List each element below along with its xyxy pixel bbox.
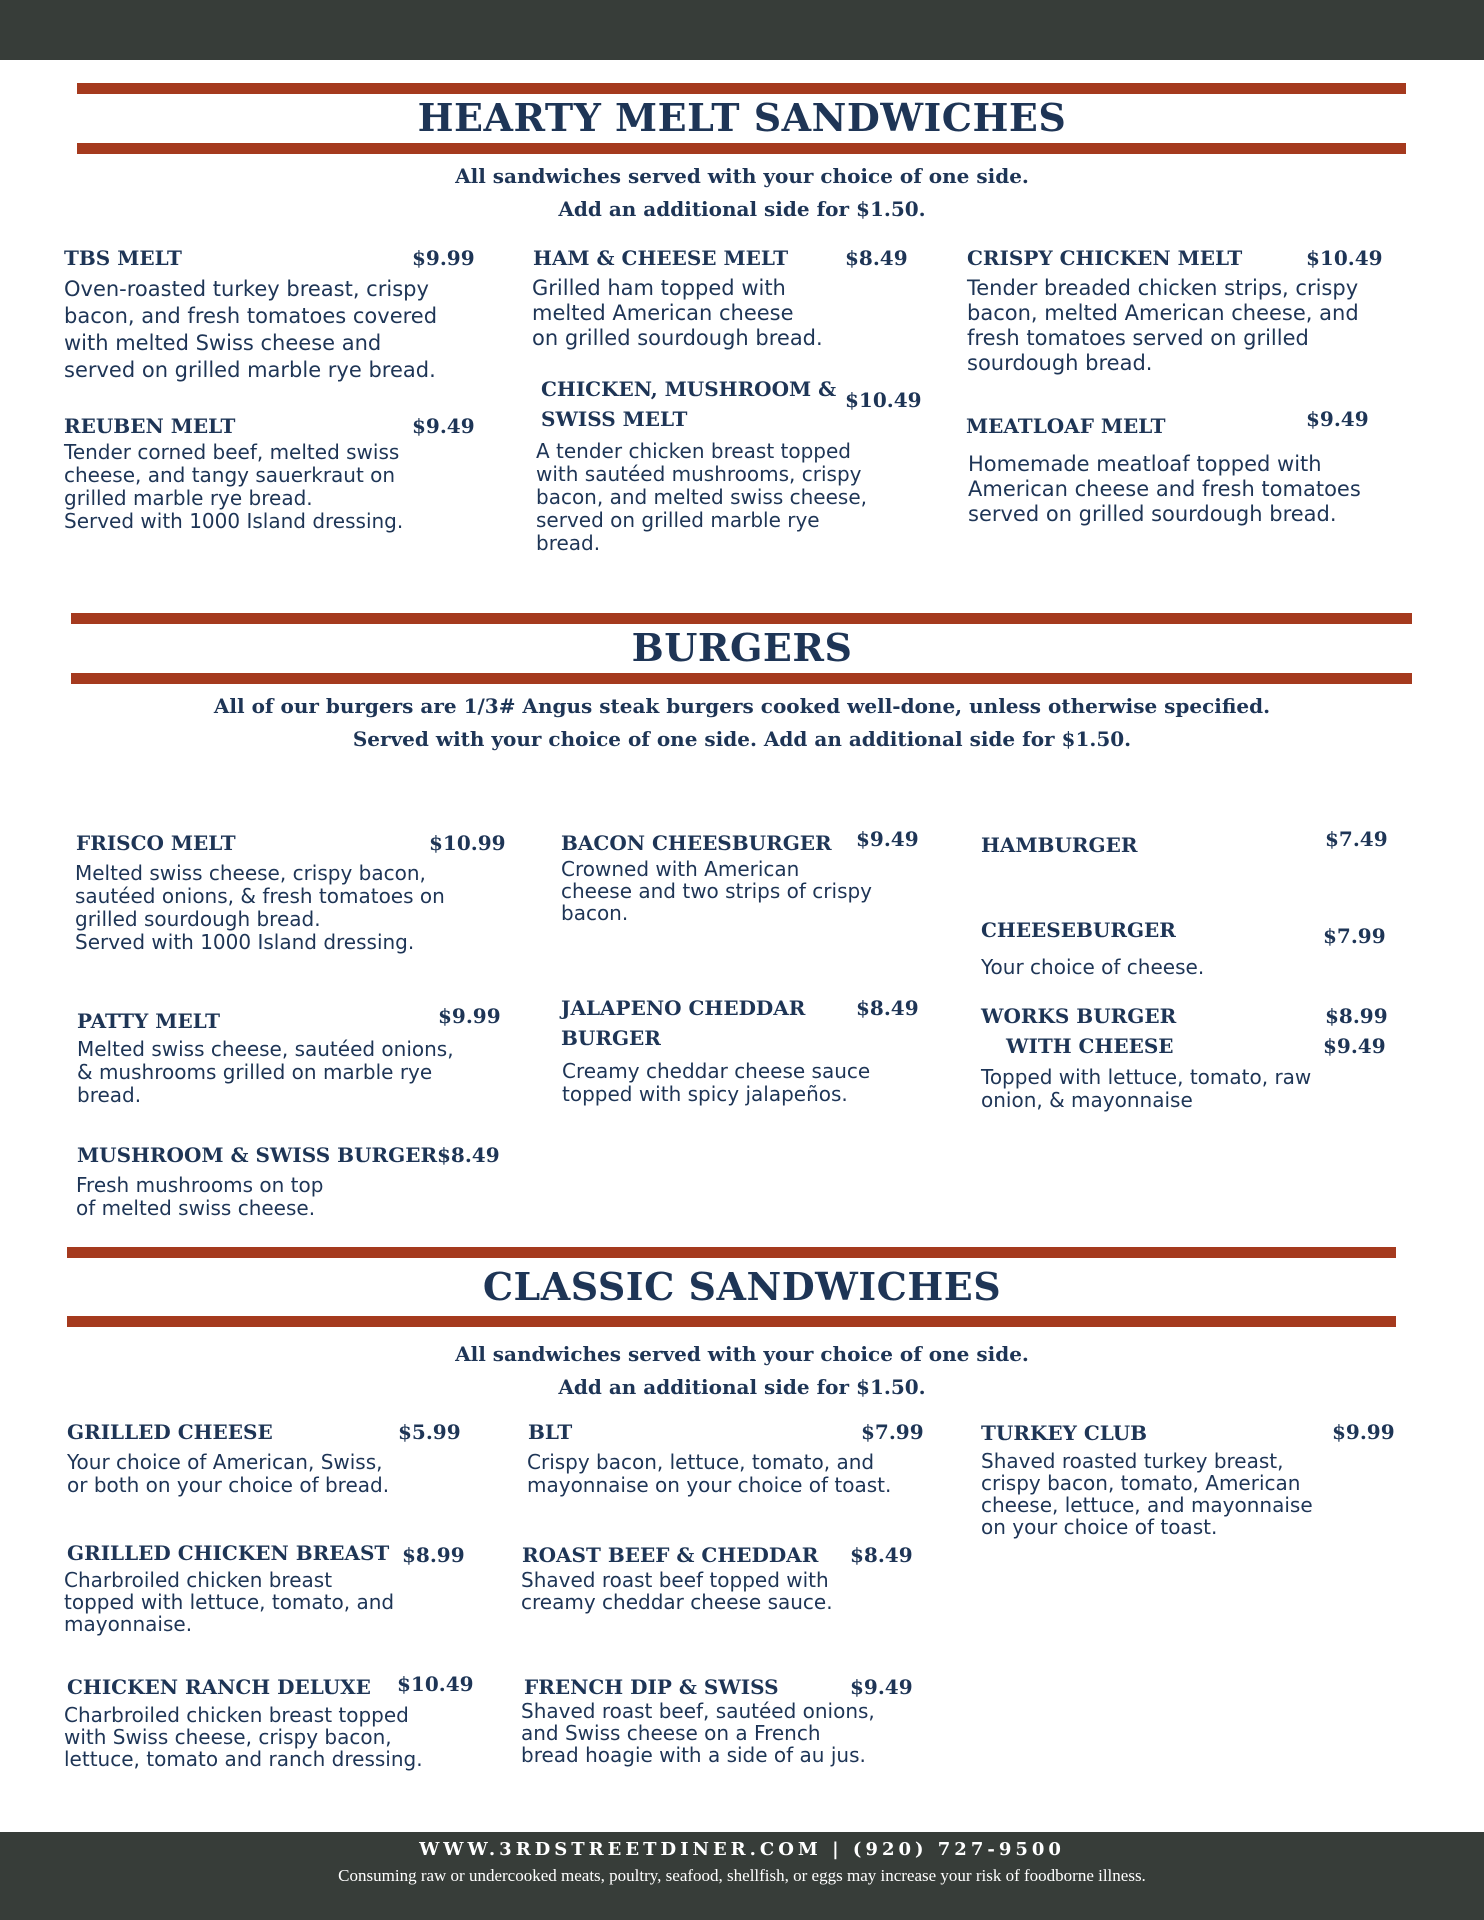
menu-item-price: $10.49	[1306, 246, 1383, 270]
menu-item-price: $7.99	[861, 1420, 924, 1444]
menu-item-name: HAMBURGER	[981, 833, 1138, 857]
menu-item-price: $7.99	[1323, 924, 1386, 948]
menu-item-description: Crispy bacon, lettuce, tomato, and mayonnaise on your choice of toast.	[527, 1450, 892, 1497]
section-title-hearty: HEARTY MELT SANDWICHES	[417, 95, 1067, 140]
menu-item-description: Homemade meatloaf topped with American cheese and fresh tomatoes served on grilled sourdough bread.	[968, 452, 1361, 526]
menu-item-price: $10.99	[429, 831, 506, 855]
menu-item-price: $8.49	[437, 1143, 500, 1167]
menu-item-description: Melted swiss cheese, sautéed onions, & mushrooms grilled on marble rye bread.	[77, 1037, 454, 1107]
menu-item-price: $9.49	[412, 414, 475, 438]
menu-item-name: GRILLED CHICKEN BREAST	[67, 1541, 390, 1565]
menu-item-description: Charbroiled chicken breast topped with Swiss cheese, crispy bacon, lettuce, tomato and ranch dressing.	[64, 1703, 423, 1771]
section-rule-bottom	[71, 673, 1412, 684]
menu-item-name: MEATLOAF MELT	[966, 414, 1166, 438]
menu-item-name: FRISCO MELT	[76, 831, 236, 855]
menu-item-name: MUSHROOM & SWISS BURGER	[77, 1143, 438, 1167]
menu-item-name: TURKEY CLUB	[981, 1421, 1148, 1445]
menu-item-price: $9.49	[1306, 407, 1369, 431]
footer-disclaimer: Consuming raw or undercooked meats, poultry, seafood, shellfish, or eggs may increase your risk of foodborne illness.	[338, 1866, 1146, 1885]
menu-item-price: $9.99	[1332, 1420, 1395, 1444]
top-bar	[0, 0, 1484, 60]
menu-item-description: Grilled ham topped with melted American cheese on grilled sourdough bread.	[532, 276, 823, 350]
menu-item-price: $9.99	[438, 1004, 501, 1028]
menu-item-price: $9.49	[850, 1675, 913, 1699]
menu-item-description: Tender corned beef, melted swiss cheese, and tangy sauerkraut on grilled marble rye bread. Served with 1000 Island dressing.	[64, 440, 404, 533]
menu-item-price: $8.99	[1325, 1004, 1388, 1028]
section-title-classic: CLASSIC SANDWICHES	[482, 1264, 1002, 1309]
menu-item-description: Your choice of American, Swiss, or both on your choice of bread.	[67, 1450, 390, 1497]
menu-item-description: Melted swiss cheese, crispy bacon, sautéed onions, & fresh tomatoes on grilled sourdough bread. Served with 1000 Island dressing.	[75, 861, 445, 954]
menu-item-price: $5.99	[398, 1420, 461, 1444]
menu-item-description: A tender chicken breast topped with sautéed mushrooms, crispy bacon, and melted swiss cheese, served on grilled marble rye bread.	[536, 439, 867, 555]
menu-item-price: $9.49	[856, 827, 919, 851]
menu-item-price: $8.49	[845, 246, 908, 270]
menu-item-name: FRENCH DIP & SWISS	[524, 1675, 779, 1699]
menu-item-price: $8.99	[402, 1543, 465, 1567]
menu-item-name: CHICKEN RANCH DELUXE	[67, 1675, 371, 1699]
menu-item-name: GRILLED CHEESE	[67, 1420, 273, 1444]
menu-item-price: $8.49	[856, 996, 919, 1020]
menu-item-name: ROAST BEEF & CHEDDAR	[522, 1543, 819, 1567]
menu-item-description: Fresh mushrooms on top of melted swiss cheese.	[76, 1173, 324, 1220]
menu-item-description: Creamy cheddar cheese sauce topped with spicy jalapeños.	[562, 1059, 871, 1106]
menu-item-description: Oven-roasted turkey breast, crispy bacon, and fresh tomatoes covered with melted Swiss cheese and served on grilled marble rye bread.	[64, 277, 438, 382]
menu-item-description: Shaved roasted turkey breast, crispy bacon, tomato, American cheese, lettuce, and mayonnaise on your choice of toast.	[981, 1449, 1313, 1539]
menu-item-description: Crowned with American cheese and two strips of crispy bacon.	[561, 857, 873, 925]
section-rule-bottom	[67, 1316, 1396, 1327]
menu-item-description: Shaved roast beef, sautéed onions, and Swiss cheese on a French bread hoagie with a side of au jus.	[521, 1699, 875, 1767]
menu-item-price: $10.49	[397, 1672, 474, 1696]
menu-item-description: Shaved roast beef topped with creamy cheddar cheese sauce.	[521, 1568, 833, 1614]
menu-item-description: Tender breaded chicken strips, crispy bacon, melted American cheese, and fresh tomatoes served on grilled sourdough bread.	[967, 276, 1359, 375]
menu-item-name: CRISPY CHICKEN MELT	[967, 246, 1243, 270]
menu-item-price: $9.99	[412, 246, 475, 270]
section-note-hearty: All sandwiches served with your choice of one side. Add an additional side for $1.50.	[455, 164, 1029, 221]
section-rule-bottom	[77, 143, 1406, 154]
section-rule-top	[71, 613, 1412, 624]
menu-item-name: JALAPENO CHEDDAR BURGER	[561, 996, 806, 1050]
menu-item-subprice: $9.49	[1323, 1034, 1386, 1058]
menu-item-description: Charbroiled chicken breast topped with lettuce, tomato, and mayonnaise.	[64, 1568, 395, 1636]
menu-item-name: CHICKEN, MUSHROOM & SWISS MELT	[541, 377, 837, 431]
menu-item-description: Your choice of cheese.	[981, 955, 1205, 979]
menu-item-name: PATTY MELT	[77, 1009, 220, 1033]
section-title-burgers: BURGERS	[631, 625, 853, 670]
menu-item-name: TBS MELT	[64, 246, 182, 270]
section-note-classic: All sandwiches served with your choice of one side. Add an additional side for $1.50.	[455, 1342, 1029, 1399]
menu-item-subname: WITH CHEESE	[1006, 1034, 1174, 1058]
footer-contact[interactable]: WWW.3RDSTREETDINER.COM | (920) 727-9500	[419, 1839, 1065, 1860]
menu-item-price: $7.49	[1325, 827, 1388, 851]
section-rule-top	[67, 1247, 1396, 1258]
menu-item-name: WORKS BURGER	[981, 1004, 1177, 1028]
menu-item-price: $8.49	[850, 1543, 913, 1567]
section-rule-top	[77, 83, 1406, 94]
menu-item-description: Topped with lettuce, tomato, raw onion, & mayonnaise	[981, 1065, 1312, 1112]
menu-item-name: REUBEN MELT	[64, 414, 236, 438]
menu-item-name: CHEESEBURGER	[981, 918, 1176, 942]
menu-item-price: $10.49	[845, 388, 922, 412]
menu-item-name: BLT	[528, 1420, 573, 1444]
section-note-burgers: All of our burgers are 1/3# Angus steak burgers cooked well-done, unless otherwise specified. Served with your choice of one side. Add an additional side for $1.50.	[213, 694, 1271, 751]
menu-item-name: HAM & CHEESE MELT	[533, 246, 789, 270]
menu-item-name: BACON CHEESBURGER	[561, 831, 832, 855]
